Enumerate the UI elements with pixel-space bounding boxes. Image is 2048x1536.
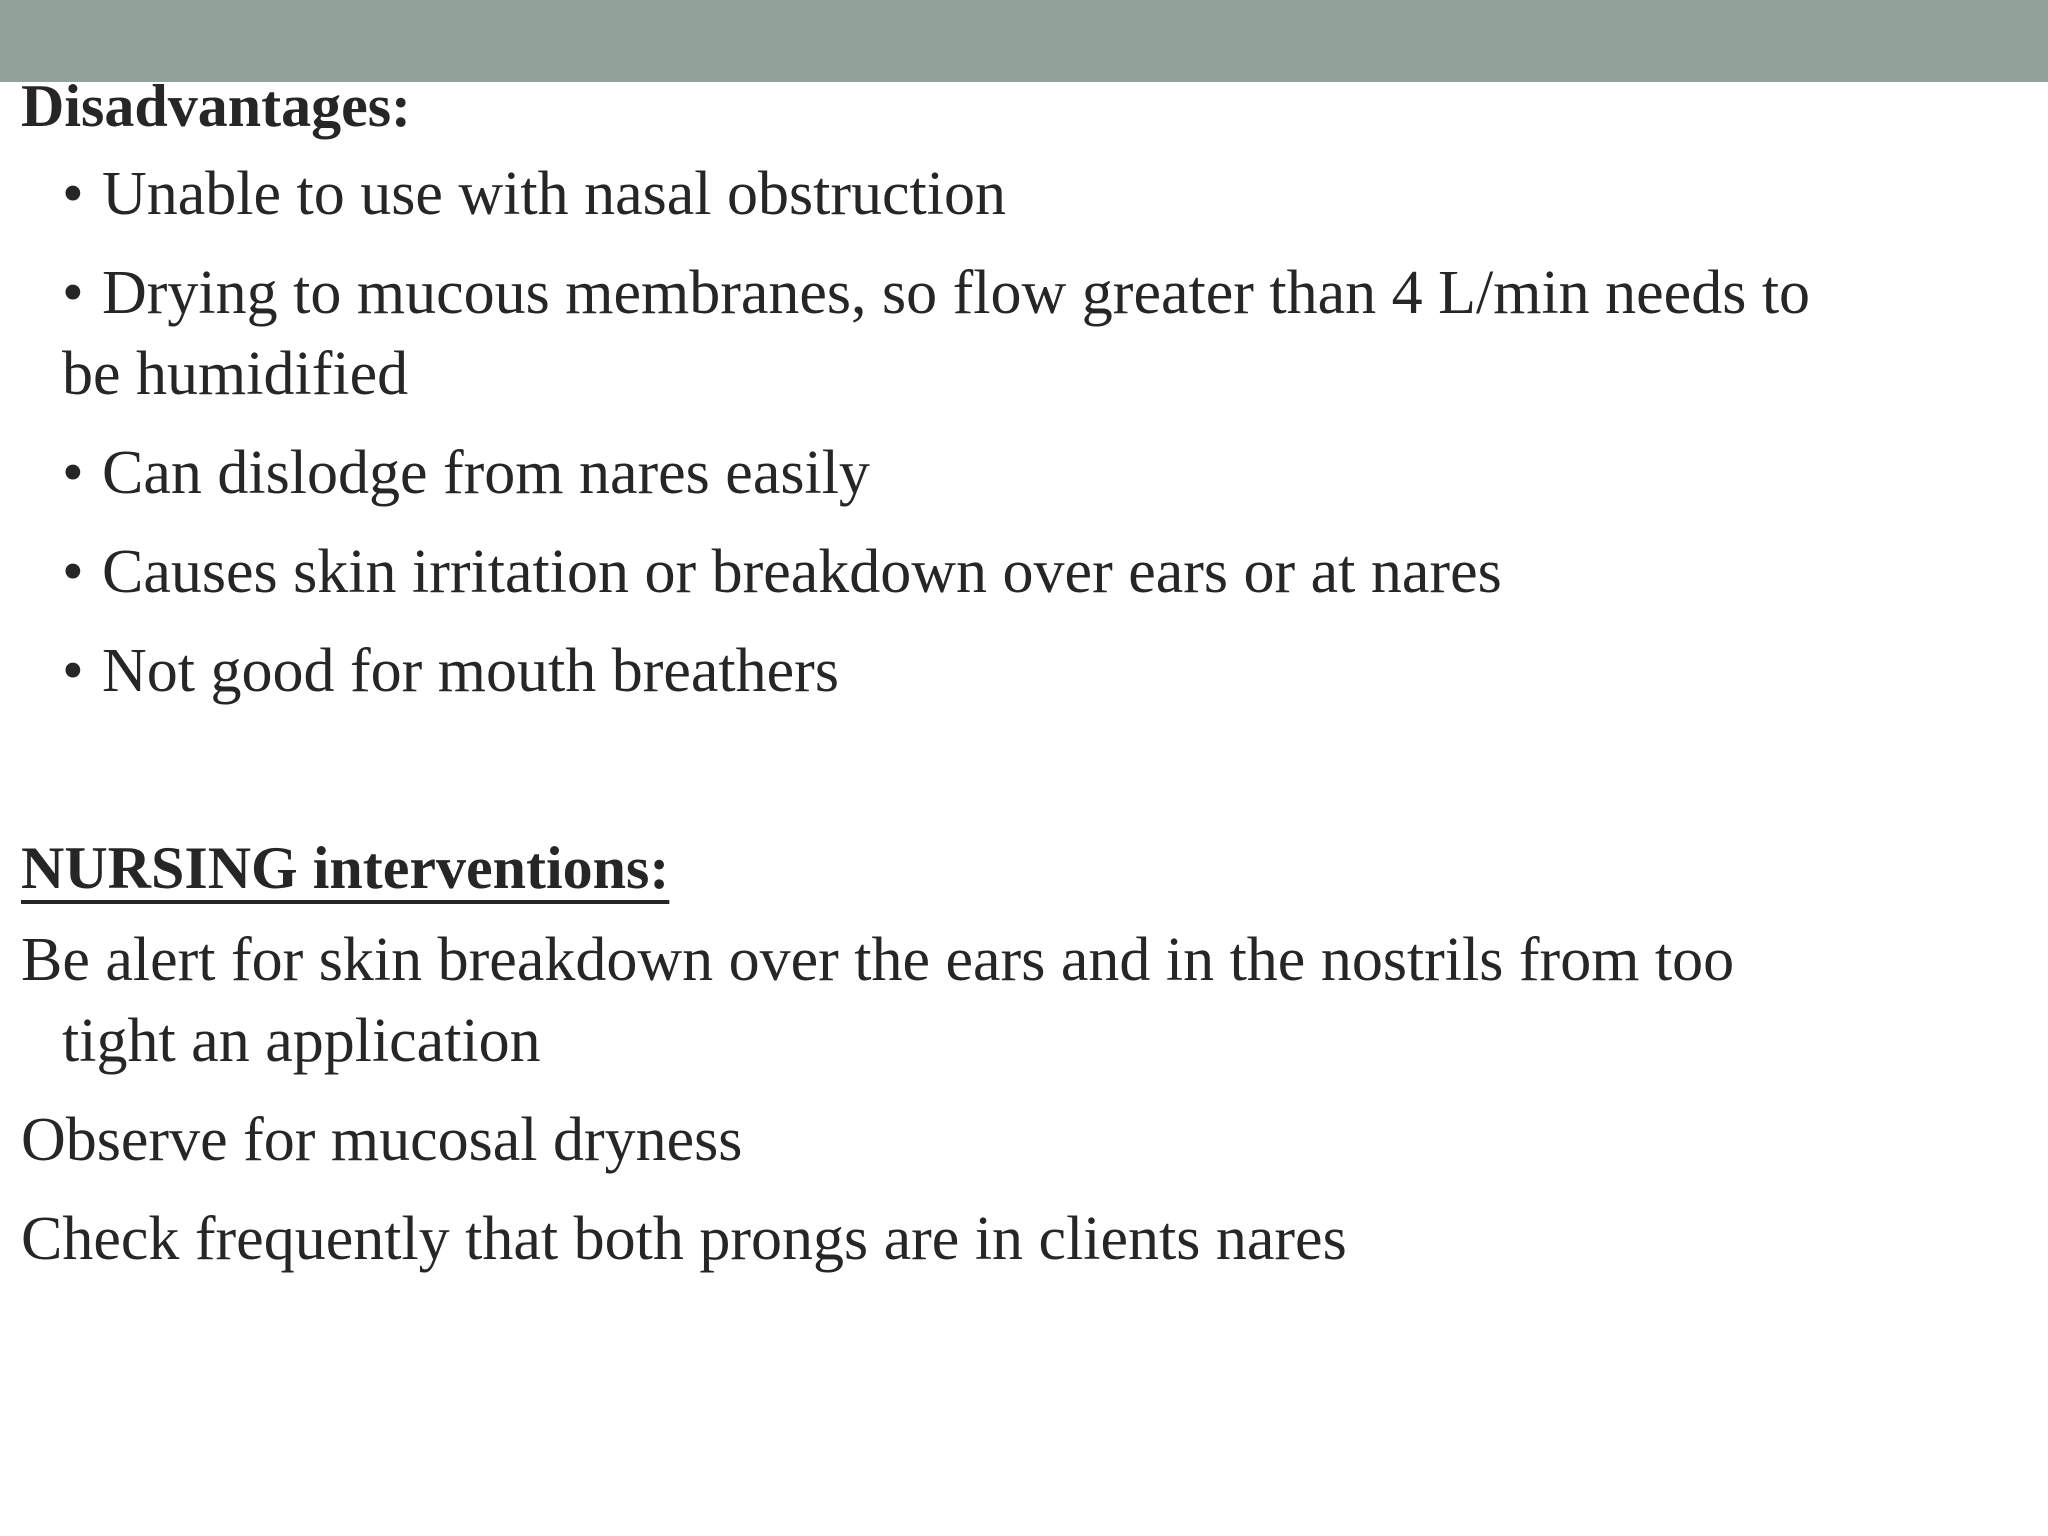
bullet-icon: •: [62, 439, 84, 507]
bullet-icon: •: [62, 160, 84, 228]
nursing-interventions-list: [21, 920, 2021, 1280]
bullet-icon: •: [62, 538, 84, 606]
list-item-text: Unable to use with nasal obstruction: [102, 160, 1006, 228]
list-item: [21, 1199, 2021, 1280]
list-item: [21, 631, 2021, 712]
list-item: [21, 433, 2021, 514]
slide-content: [21, 68, 2021, 1298]
list-item: [21, 920, 2021, 1082]
list-item-text: Causes skin irritation or breakdown over ears or at nares: [102, 538, 1502, 606]
list-item-text: Check frequently that both prongs are in clients nares: [21, 1205, 1347, 1273]
list-item: [21, 154, 2021, 235]
list-item-text: Be alert for skin breakdown over the ears and in the nostrils from too: [21, 926, 1735, 994]
disadvantages-list: [21, 154, 2021, 712]
disadvantages-heading: Disadvantages:: [21, 73, 412, 139]
list-item-text: Can dislodge from nares easily: [102, 439, 870, 507]
list-item-text-continued: tight an application: [62, 1007, 541, 1075]
list-item-text: Not good for mouth breathers: [102, 637, 839, 705]
list-item-text: Observe for mucosal dryness: [21, 1106, 743, 1174]
list-item-text: Drying to mucous membranes, so flow greater than 4 L/min needs to: [102, 259, 1811, 327]
list-item: [21, 1100, 2021, 1181]
nursing-interventions-heading: NURSING interventions:: [21, 835, 670, 901]
bullet-icon: •: [62, 637, 84, 705]
list-item: [21, 532, 2021, 613]
bullet-icon: •: [62, 259, 84, 327]
list-item-text-continued: be humidified: [62, 340, 409, 408]
list-item: [21, 253, 2021, 415]
